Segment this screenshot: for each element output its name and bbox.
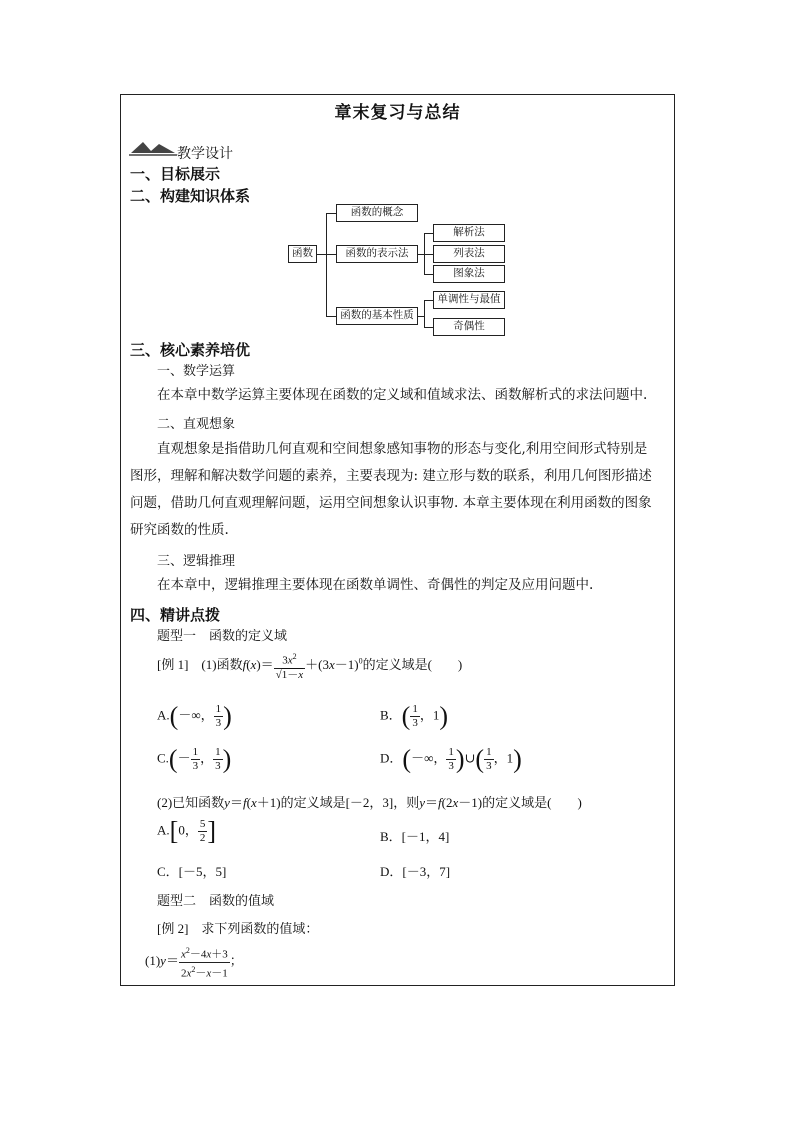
example-1-part-1: [例 1] (1)函数f(x)＝ $\frac{3x^2}{√1-x}$ $+(3x-1)^0$的定义域是( ) (157, 652, 463, 681)
section-core-literacy: 三、核心素养培优 (130, 341, 251, 359)
node-function-properties: 函数的基本性质 (336, 307, 418, 325)
node-table-method: 列表法 (433, 245, 505, 263)
logical-reasoning-text: 在本章中，逻辑推理主要体现在函数单调性、奇偶性的判定及应用问题中. (157, 577, 594, 593)
node-parity: 奇偶性 (433, 318, 505, 336)
node-function-representation: 函数的表示法 (336, 245, 418, 263)
example-2-intro: [例 2] 求下列函数的值域： (157, 921, 319, 936)
subsection-logical-reasoning: 三、逻辑推理 (157, 554, 236, 569)
lesson-frame (120, 94, 675, 986)
option-c-2: C．[－5，5] (157, 864, 227, 879)
option-d-2: D．[－3，7] (380, 864, 451, 879)
node-monotonicity: 单调性与最值 (433, 291, 505, 309)
page-title: 章末复习与总结 (334, 103, 461, 123)
node-function-concept: 函数的概念 (336, 204, 418, 222)
subsection-intuitive-imagination: 二、直观想象 (157, 417, 236, 432)
teaching-design-emblem-icon (129, 139, 177, 157)
intuitive-text-line-3: 问题，借助几何直观理解问题，运用空间想象认识事物. 本章主要体现在利用函数的图象 (130, 495, 652, 511)
option-b-1: B．( $\frac{1}{3}$ ，1) (380, 701, 449, 731)
intuitive-text-line-2: 图形，理解和解决数学问题的素养，主要表现为: 建立形与数的联系，利用几何图形描述 (130, 468, 652, 484)
node-analytic-method: 解析法 (433, 224, 505, 242)
node-function: 函数 (288, 245, 317, 263)
section-goals: 一、目标展示 (130, 165, 221, 183)
subsection-math-operation: 一、数学运算 (157, 364, 236, 379)
intuitive-text-line-4: 研究函数的性质. (130, 522, 229, 538)
example-2-part-1: (1)y＝ $\frac{x^2-4x+3}{2x^2-x-1}$ ； (145, 946, 243, 980)
problem-type-1-title: 题型一 函数的定义域 (157, 629, 288, 644)
example-1-part-2: (2)已知函数y＝f(x＋1)的定义域是[－2，3]，则y＝f(2x－1)的定义域是( ) (157, 795, 582, 810)
option-a-2: A.[0， $\frac{5}{2}$ ] (157, 816, 216, 846)
option-a-1: A.(－∞， $\frac{1}{3}$ ) (157, 701, 232, 731)
problem-type-2-title: 题型二 函数的值域 (157, 894, 275, 909)
option-c-1: C.(－ $\frac{1}{3}$ ， $\frac{1}{3}$ ) (157, 744, 232, 774)
node-graph-method: 图象法 (433, 265, 505, 283)
math-operation-text: 在本章中数学运算主要体现在函数的定义域和值域求法、函数解析式的求法问题中. (157, 387, 648, 403)
option-d-1: D．(－∞， $\frac{1}{3}$ )∪( $\frac{1}{3}$ ，1) (380, 744, 522, 774)
teaching-design-label: 教学设计 (177, 146, 233, 162)
section-key-points: 四、精讲点拨 (130, 606, 221, 624)
section-knowledge-system: 二、构建知识体系 (130, 187, 251, 205)
option-b-2: B．[－1，4] (380, 829, 450, 844)
intuitive-text-line-1: 直观想象是指借助几何直观和空间想象感知事物的形态与变化,利用空间形式特别是 (157, 441, 648, 457)
